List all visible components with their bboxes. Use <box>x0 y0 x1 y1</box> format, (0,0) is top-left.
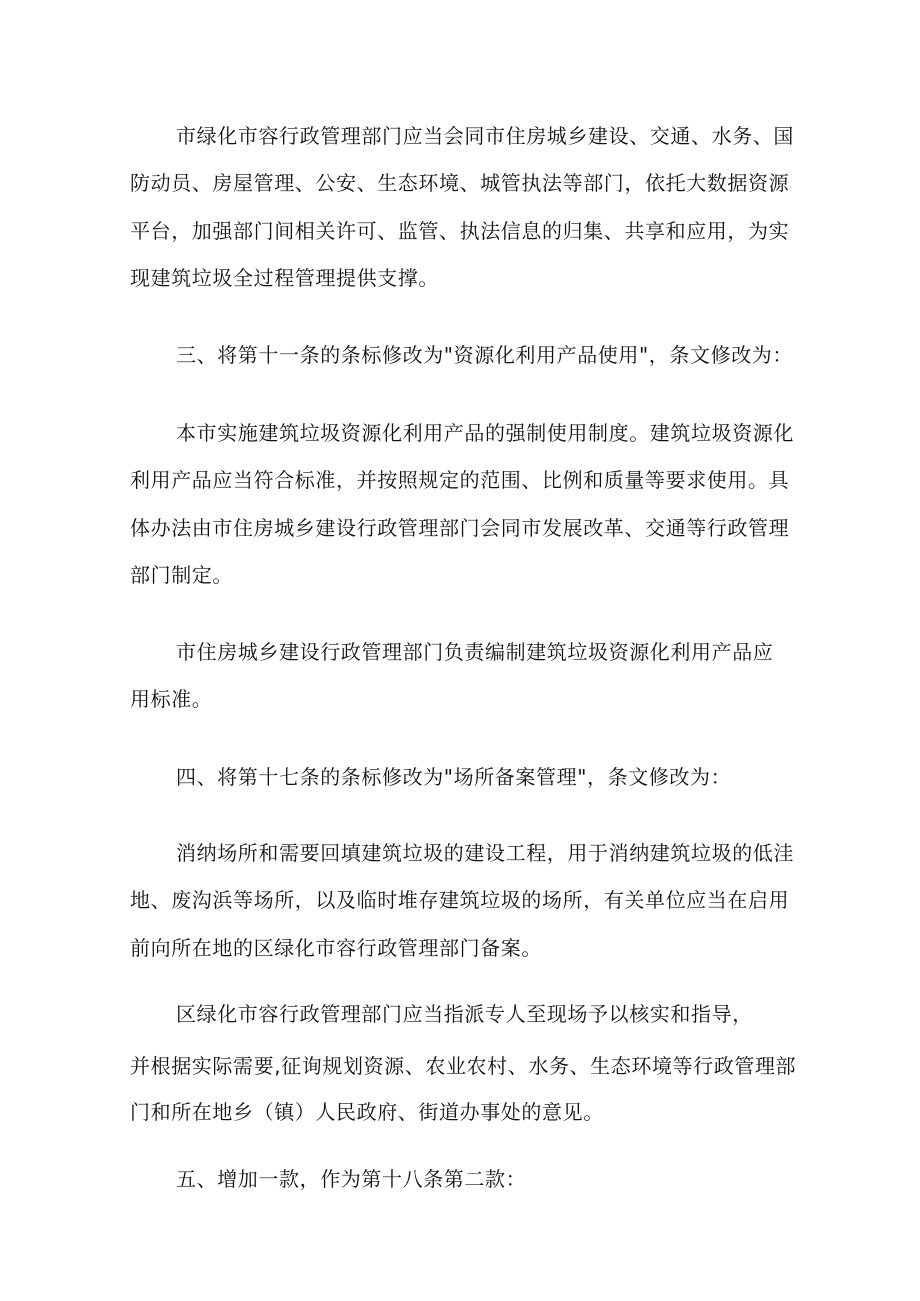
section-heading: 三、将第十一条的条标修改为"资源化利用产品使用"，条文修改为： <box>176 343 793 367</box>
paragraph-line: 平台，加强部门间相关许可、监管、执法信息的归集、共享和应用，为实 <box>130 219 790 243</box>
paragraph-line: 前向所在地的区绿化市容行政管理部门备案。 <box>130 936 542 960</box>
section-heading: 五、增加一款，作为第十八条第二款： <box>176 1167 527 1191</box>
paragraph-line: 消纳场所和需要回填建筑垃圾的建设工程，用于消纳建筑垃圾的低洼 <box>176 841 794 865</box>
paragraph-line: 门和所在地乡（镇）人民政府、街道办事处的意见。 <box>130 1100 604 1124</box>
paragraph-line: 地、废沟浜等场所，以及临时堆存建筑垃圾的场所，有关单位应当在启用 <box>130 888 790 912</box>
paragraph-line: 利用产品应当符合标准，并按照规定的范围、比例和质量等要求使用。具 <box>130 468 790 492</box>
paragraph-line: 现建筑垃圾全过程管理提供支撑。 <box>130 266 439 290</box>
paragraph-line: 用标准。 <box>130 687 213 711</box>
paragraph-line: 并根据实际需要,征询规划资源、农业农村、水务、生态环境等行政管理部 <box>130 1054 797 1078</box>
paragraph-line: 市绿化市容行政管理部门应当会同市住房城乡建设、交通、水务、国 <box>176 124 794 148</box>
paragraph-line: 防动员、房屋管理、公安、生态环境、城管执法等部门，依托大数据资源 <box>130 171 790 195</box>
paragraph-line: 部门制定。 <box>130 563 233 587</box>
paragraph-line: 区绿化市容行政管理部门应当指派专人至现场予以核实和指导， <box>176 1002 753 1026</box>
paragraph-line: 体办法由市住房城乡建设行政管理部门会同市发展改革、交通等行政管理 <box>130 516 790 540</box>
paragraph-line: 市住房城乡建设行政管理部门负责编制建筑垃圾资源化利用产品应 <box>176 640 774 664</box>
paragraph-line: 本市实施建筑垃圾资源化利用产品的强制使用制度。建筑垃圾资源化 <box>176 421 794 445</box>
section-heading: 四、将第十七条的条标修改为"场所备案管理"，条文修改为： <box>176 765 732 789</box>
